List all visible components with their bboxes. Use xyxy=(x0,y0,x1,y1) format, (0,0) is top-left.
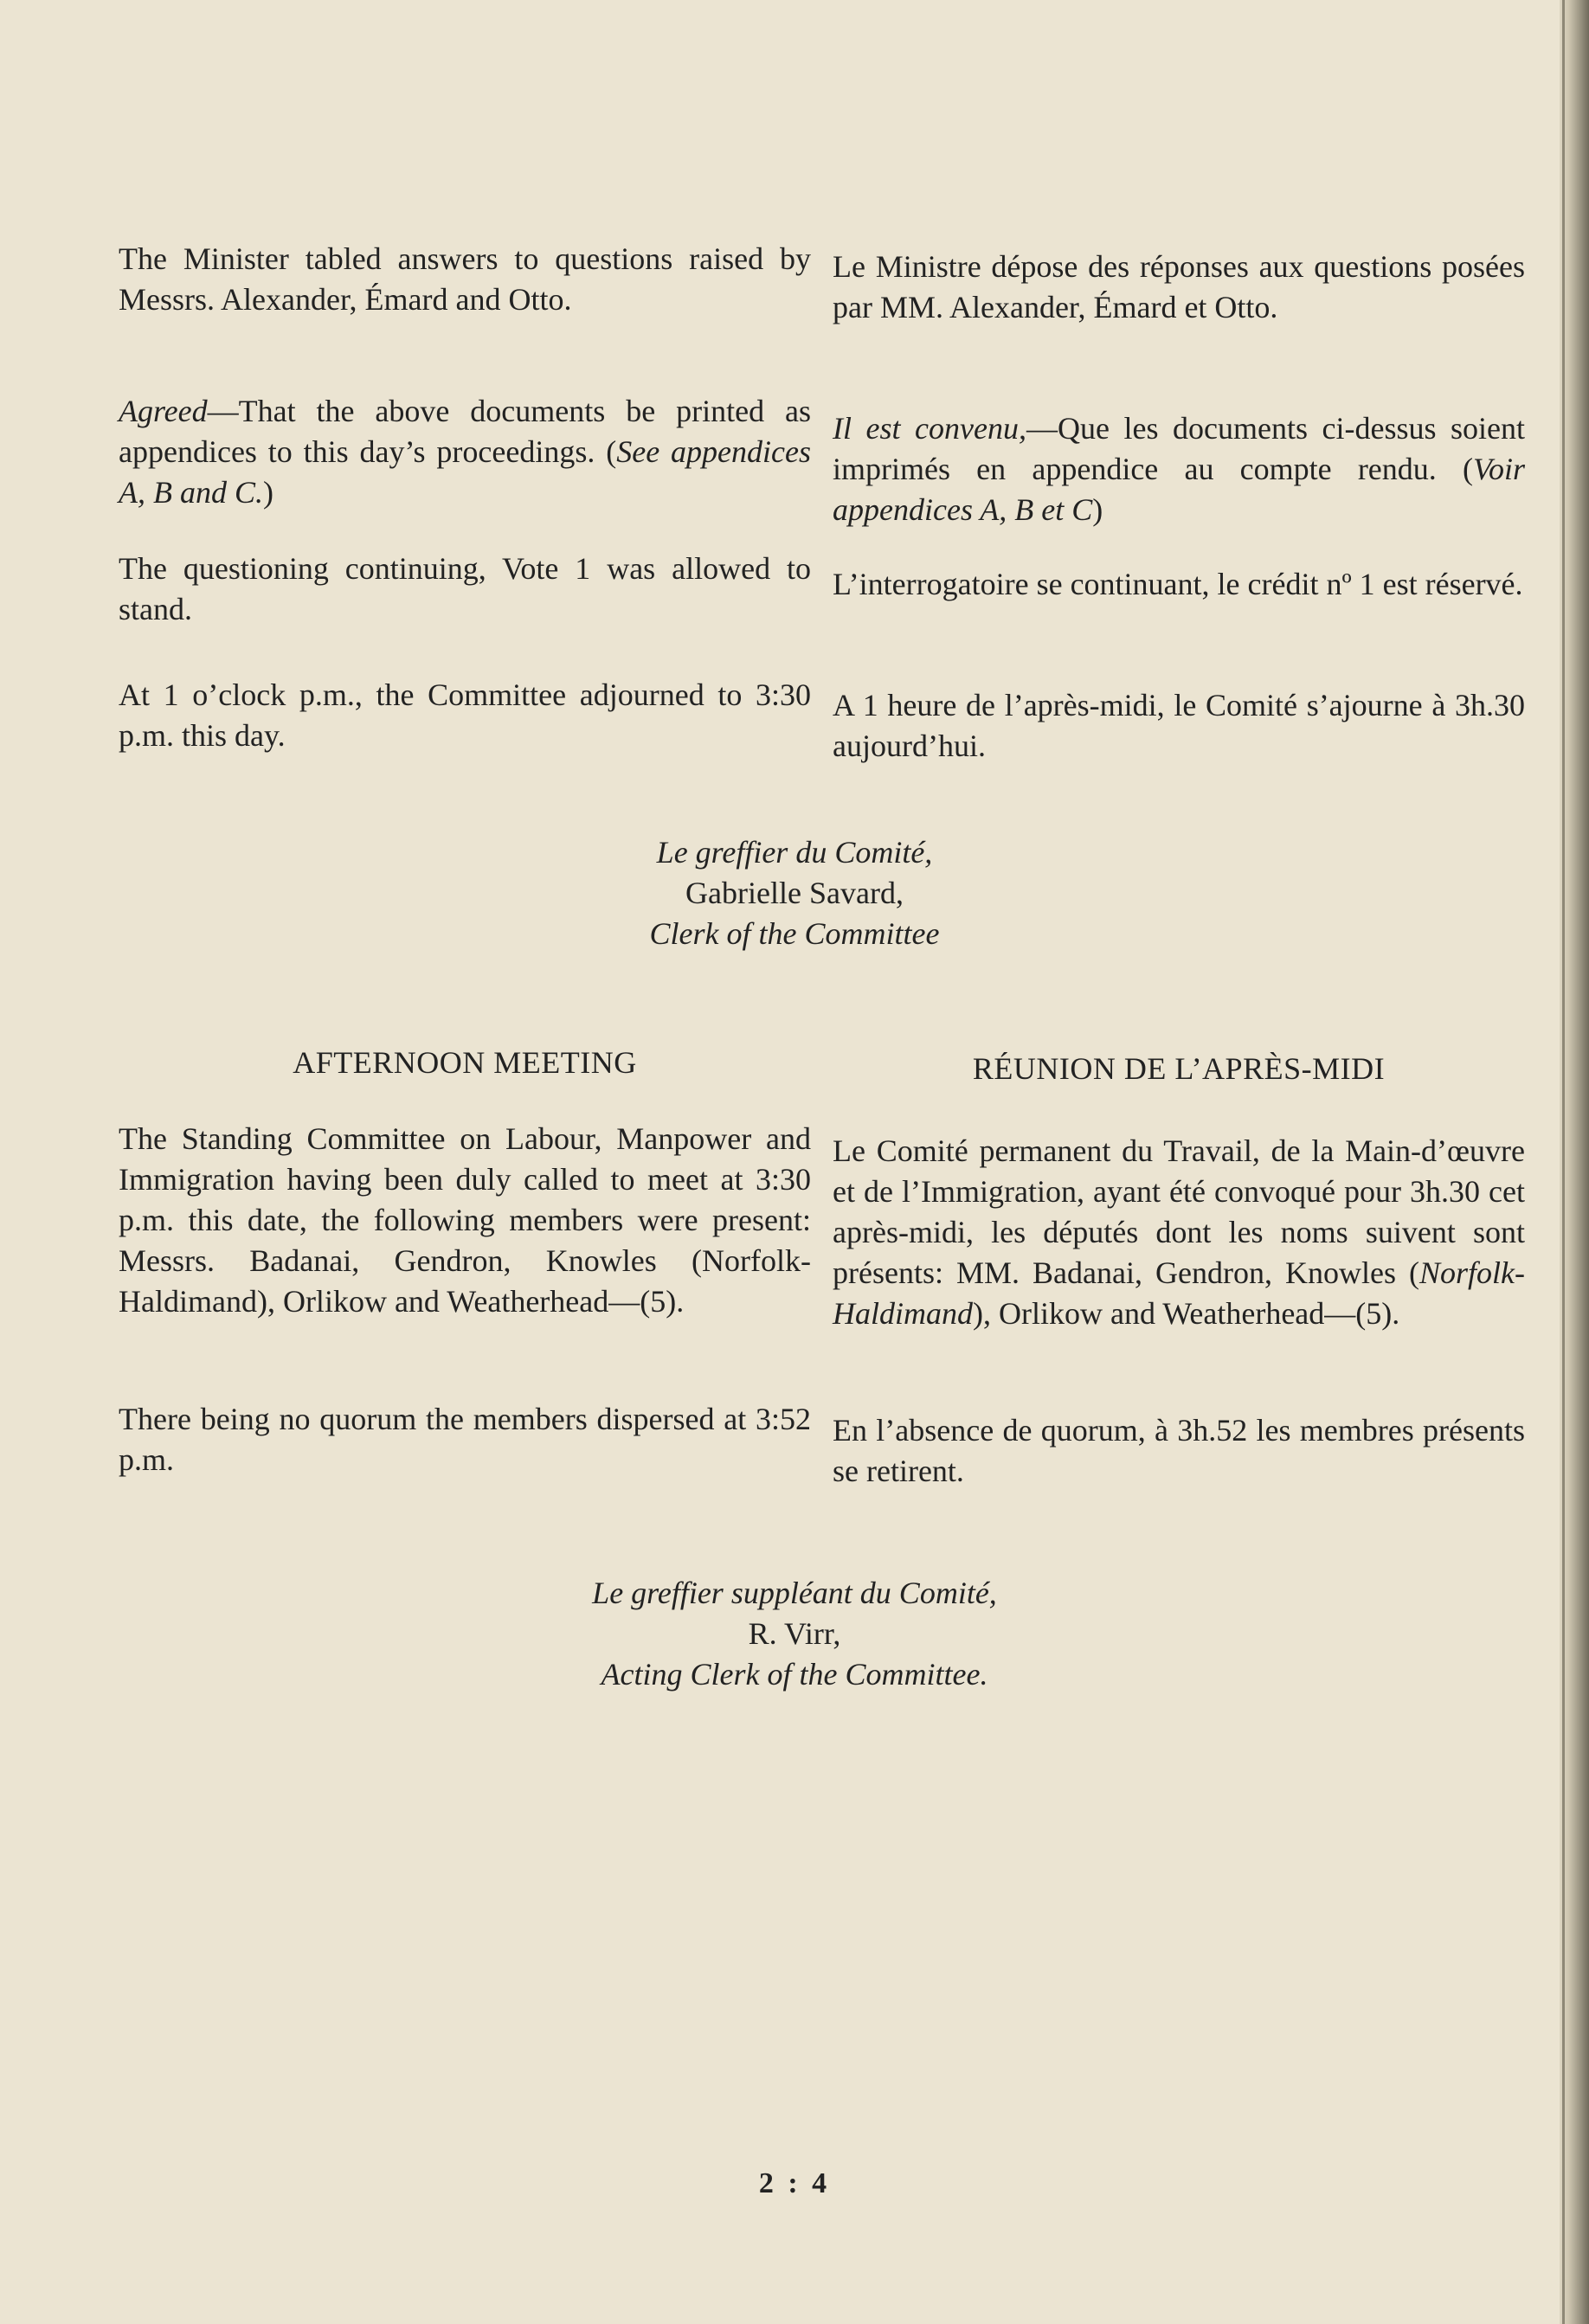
fr-para-interrogatoire: L’interrogatoire se continuant, le crédit nº 1 est réservé. xyxy=(833,567,1523,601)
fr-para-ajourne: A 1 heure de l’après-midi, le Comité s’ajourne à 3h.30 aujourd’hui. xyxy=(833,688,1525,763)
fr-comite-text-b: ), Orlikow and Weatherhead—(5). xyxy=(973,1296,1400,1331)
fr-para-comite-permanent xyxy=(833,1131,1525,1334)
fr-convenu-close: ) xyxy=(1092,492,1103,527)
en-para-adjourned: At 1 o’clock p.m., the Committee adjourned to 3:30 p.m. this day. xyxy=(119,677,811,753)
fr-para-convenu xyxy=(833,408,1525,530)
en-agreed-close: ) xyxy=(263,475,273,510)
signature-block-acting-clerk xyxy=(0,1573,1589,1695)
en-para-standing-committee: The Standing Committee on Labour, Manpower and Immigration having been duly called to meet at 3:30 p.m. this date, the following members were present: Messrs. Badanai, Gendron, Knowles (Norfolk-Haldimand), Orlikow and Weatherhead—(5). xyxy=(119,1121,811,1319)
sig2-title-en: Acting Clerk of the Committee. xyxy=(601,1657,988,1692)
fr-comite-place: Norfolk-Haldimand xyxy=(833,1255,1525,1331)
fr-comite-text-a: Le Comité permanent du Travail, de la Main-d’œuvre et de l’Immigration, ayant été convoqué pour 3h.30 cet après-midi, les députés dont les noms suivent sont présents: MM. Badanai, Gendron, Knowles ( xyxy=(833,1133,1525,1290)
fr-convenu-ref: Voir appendices A, B et C xyxy=(833,452,1525,527)
en-agreed-text: —That the above documents be printed as appendices to this day’s proceedings. ( xyxy=(119,394,811,469)
sig1-title-en: Clerk of the Committee xyxy=(649,916,940,951)
sig2-name: R. Virr, xyxy=(748,1616,841,1651)
fr-convenu-lead: Il est convenu, xyxy=(833,411,1026,446)
page-edge-line xyxy=(1562,0,1565,2324)
fr-para-absence-quorum: En l’absence de quorum, à 3h.52 les membres présents se retirent. xyxy=(833,1413,1525,1488)
signature-block-clerk xyxy=(0,832,1589,954)
sig1-name: Gabrielle Savard, xyxy=(685,876,904,910)
page-number: 2 : 4 xyxy=(758,2167,831,2199)
sig1-title-fr: Le greffier du Comité, xyxy=(656,835,933,870)
en-heading-afternoon-meeting: AFTERNOON MEETING xyxy=(293,1045,637,1080)
en-agreed-lead: Agreed xyxy=(119,394,208,428)
fr-convenu-text: —Que les documents ci-dessus soient imprimés en appendice au compte rendu. ( xyxy=(833,411,1526,486)
en-para-questioning: The questioning continuing, Vote 1 was allowed to stand. xyxy=(119,551,811,626)
en-agreed-ref: See appendices A, B and C. xyxy=(119,434,811,510)
sig2-title-fr: Le greffier suppléant du Comité, xyxy=(592,1576,997,1610)
en-para-tabled-answers: The Minister tabled answers to questions raised by Messrs. Alexander, Émard and Otto. xyxy=(119,241,811,317)
en-para-agreed xyxy=(119,391,811,513)
fr-para-ministre-depose: Le Ministre dépose des réponses aux questions posées par MM. Alexander, Émard et Otto. xyxy=(833,249,1525,324)
en-para-no-quorum: There being no quorum the members dispersed at 3:52 p.m. xyxy=(119,1402,811,1477)
fr-heading-reunion: RÉUNION DE L’APRÈS-MIDI xyxy=(972,1051,1386,1086)
